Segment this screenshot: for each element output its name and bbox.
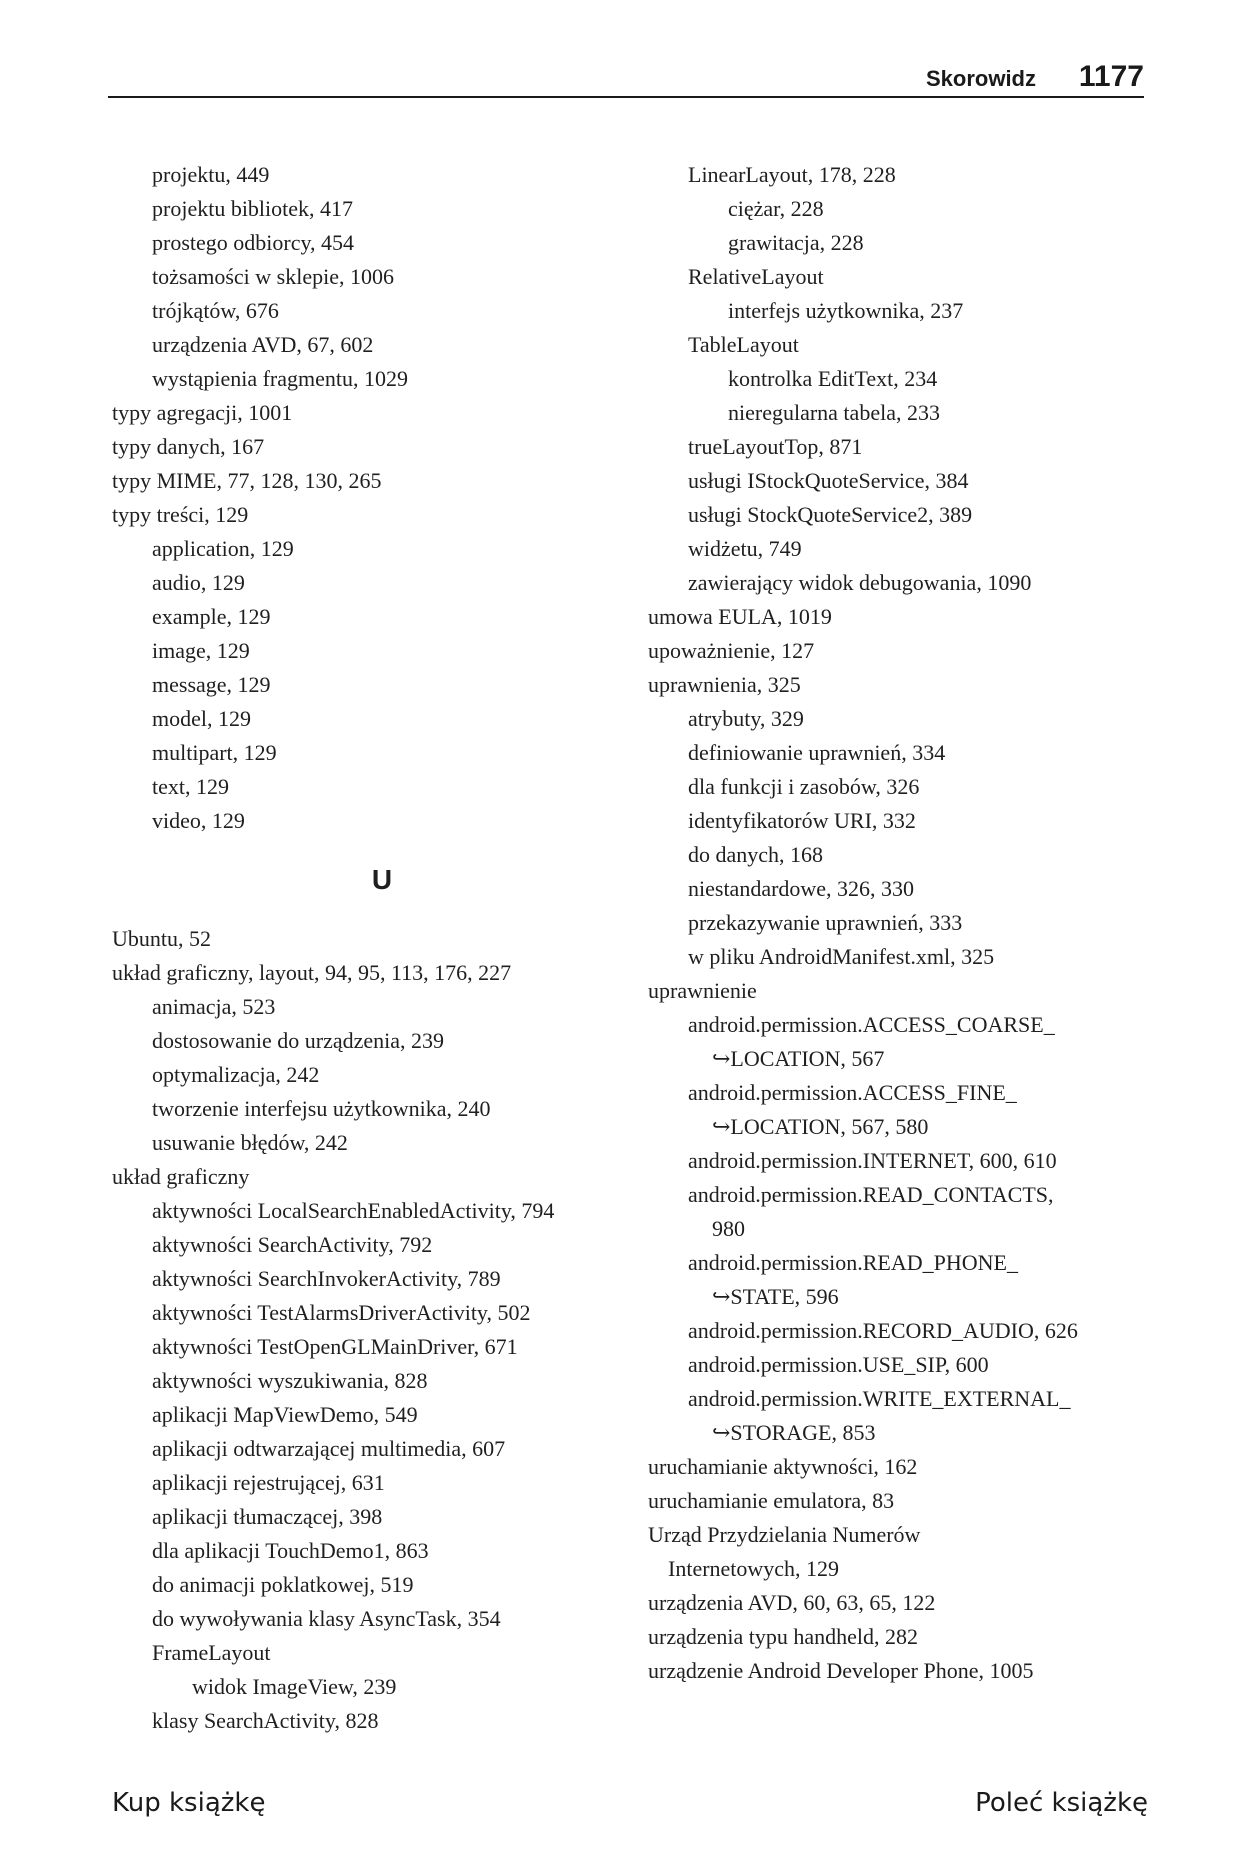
index-entry: typy treści, 129	[112, 502, 249, 527]
buy-book-link[interactable]: Kup książkę	[112, 1788, 266, 1818]
index-entry: uruchamianie aktywności, 162	[648, 1454, 918, 1479]
index-entry: FrameLayout	[152, 1640, 271, 1665]
index-entry: dla aplikacji TouchDemo1, 863	[152, 1538, 429, 1563]
index-entry: 980	[712, 1216, 745, 1241]
index-entry: tożsamości w sklepie, 1006	[152, 264, 394, 289]
index-entry: dla funkcji i zasobów, 326	[688, 774, 920, 799]
index-entry: ciężar, 228	[728, 196, 824, 221]
index-entry: uruchamianie emulatora, 83	[648, 1488, 895, 1513]
index-entry: android.permission.READ_CONTACTS,	[688, 1182, 1054, 1207]
index-entry: image, 129	[152, 638, 250, 663]
index-entry: Ubuntu, 52	[112, 926, 211, 951]
index-entry: tworzenie interfejsu użytkownika, 240	[152, 1096, 491, 1121]
index-entry: ↪LOCATION, 567, 580	[712, 1114, 929, 1139]
index-entry: zawierający widok debugowania, 1090	[688, 570, 1032, 595]
index-column-right	[648, 158, 1148, 1688]
section-title: Skorowidz	[925, 66, 1036, 91]
index-entry: uprawnienie	[648, 978, 757, 1003]
index-entry: w pliku AndroidManifest.xml, 325	[688, 944, 995, 969]
index-entry: uprawnienia, 325	[648, 672, 801, 697]
index-entry: model, 129	[152, 706, 251, 731]
index-entry: aktywności LocalSearchEnabledActivity, 794	[152, 1198, 555, 1223]
index-entry: niestandardowe, 326, 330	[688, 876, 915, 901]
index-letter-heading: U	[371, 864, 393, 895]
index-entry: trójkątów, 676	[152, 298, 279, 323]
page-header	[108, 60, 1144, 98]
index-entry: ↪STATE, 596	[712, 1284, 839, 1309]
index-entry: Urząd Przydzielania Numerów	[648, 1522, 921, 1547]
index-entry: TableLayout	[688, 332, 799, 357]
index-entry: aktywności SearchActivity, 792	[152, 1232, 433, 1257]
index-entry: przekazywanie uprawnień, 333	[688, 910, 963, 935]
index-entry: aplikacji tłumaczącej, 398	[152, 1504, 383, 1529]
index-entry: android.permission.ACCESS_COARSE_	[688, 1012, 1055, 1037]
index-entry: android.permission.RECORD_AUDIO, 626	[688, 1318, 1078, 1343]
index-entry: typy danych, 167	[112, 434, 265, 459]
page-number: 1177	[1078, 60, 1144, 93]
index-entry: grawitacja, 228	[728, 230, 864, 255]
index-entry: audio, 129	[152, 570, 245, 595]
index-entry: interfejs użytkownika, 237	[728, 298, 964, 323]
index-entry: upoważnienie, 127	[648, 638, 815, 663]
index-entry: android.permission.READ_PHONE_	[688, 1250, 1018, 1275]
index-entry: układ graficzny	[112, 1164, 250, 1189]
index-entry: widok ImageView, 239	[192, 1674, 397, 1699]
index-column-left	[112, 158, 612, 1738]
index-entry: urządzenia typu handheld, 282	[648, 1624, 919, 1649]
index-entry: android.permission.INTERNET, 600, 610	[688, 1148, 1057, 1173]
index-entry: widżetu, 749	[688, 536, 802, 561]
index-entry: aplikacji MapViewDemo, 549	[152, 1402, 418, 1427]
recommend-book-link[interactable]: Poleć książkę	[975, 1788, 1148, 1818]
index-entry: wystąpienia fragmentu, 1029	[152, 366, 408, 391]
index-entry: definiowanie uprawnień, 334	[688, 740, 946, 765]
index-entry: android.permission.ACCESS_FINE_	[688, 1080, 1017, 1105]
index-entry: kontrolka EditText, 234	[728, 366, 938, 391]
index-entry: usługi StockQuoteService2, 389	[688, 502, 973, 527]
index-entry: usuwanie błędów, 242	[152, 1130, 348, 1155]
index-entry: nieregularna tabela, 233	[728, 400, 940, 425]
index-entry: example, 129	[152, 604, 271, 629]
index-entry: text, 129	[152, 774, 229, 799]
index-entry: typy MIME, 77, 128, 130, 265	[112, 468, 382, 493]
index-entry: aktywności wyszukiwania, 828	[152, 1368, 428, 1393]
index-entry: identyfikatorów URI, 332	[688, 808, 916, 833]
index-entry: ↪STORAGE, 853	[712, 1420, 876, 1445]
index-entry: ↪LOCATION, 567	[712, 1046, 885, 1071]
index-entry: do wywoływania klasy AsyncTask, 354	[152, 1606, 501, 1631]
index-entry: message, 129	[152, 672, 271, 697]
index-entry: urządzenia AVD, 67, 602	[152, 332, 374, 357]
index-entry: prostego odbiorcy, 454	[152, 230, 355, 255]
index-entry: aktywności TestAlarmsDriverActivity, 502	[152, 1300, 531, 1325]
index-entry: RelativeLayout	[688, 264, 824, 289]
index-entry: dostosowanie do urządzenia, 239	[152, 1028, 445, 1053]
index-entry: usługi IStockQuoteService, 384	[688, 468, 969, 493]
index-entry: animacja, 523	[152, 994, 276, 1019]
index-entry: multipart, 129	[152, 740, 277, 765]
index-entry: video, 129	[152, 808, 245, 833]
index-entry: aplikacji odtwarzającej multimedia, 607	[152, 1436, 506, 1461]
index-entry: android.permission.WRITE_EXTERNAL_	[688, 1386, 1071, 1411]
index-entry: umowa EULA, 1019	[648, 604, 832, 629]
index-entry: urządzenie Android Developer Phone, 1005	[648, 1658, 1034, 1683]
index-entry: klasy SearchActivity, 828	[152, 1708, 379, 1733]
index-entry: typy agregacji, 1001	[112, 400, 293, 425]
index-entry: projektu, 449	[152, 162, 270, 187]
index-entry: Internetowych, 129	[668, 1556, 840, 1581]
index-entry: application, 129	[152, 536, 294, 561]
index-entry: aplikacji rejestrującej, 631	[152, 1470, 385, 1495]
index-entry: android.permission.USE_SIP, 600	[688, 1352, 989, 1377]
index-entry: do danych, 168	[688, 842, 824, 867]
index-entry: urządzenia AVD, 60, 63, 65, 122	[648, 1590, 936, 1615]
index-entry: aktywności SearchInvokerActivity, 789	[152, 1266, 501, 1291]
index-entry: do animacji poklatkowej, 519	[152, 1572, 414, 1597]
index-entry: aktywności TestOpenGLMainDriver, 671	[152, 1334, 518, 1359]
index-entry: trueLayoutTop, 871	[688, 434, 863, 459]
index-entry: atrybuty, 329	[688, 706, 804, 731]
index-entry: układ graficzny, layout, 94, 95, 113, 176, 227	[112, 960, 512, 985]
index-entry: LinearLayout, 178, 228	[688, 162, 896, 187]
index-entry: projektu bibliotek, 417	[152, 196, 354, 221]
index-entry: optymalizacja, 242	[152, 1062, 320, 1087]
